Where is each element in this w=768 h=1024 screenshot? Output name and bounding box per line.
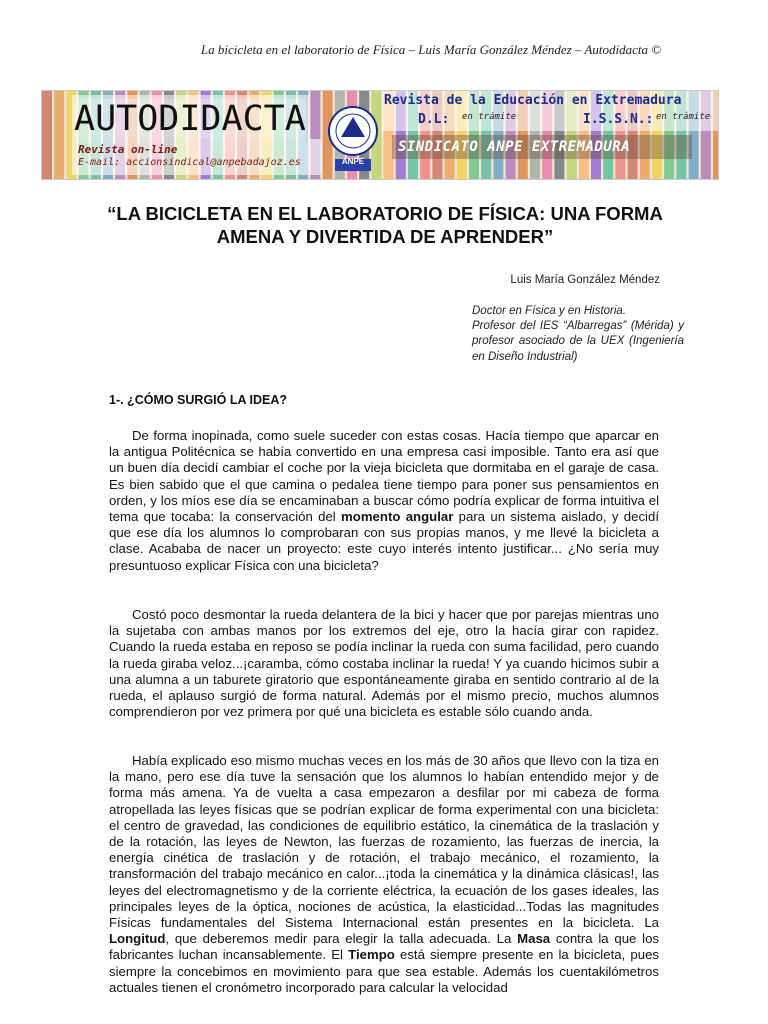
p3-text-b: , que deberemos medir para elegir la talla adecuada. La: [165, 931, 518, 947]
article-title: “LA BICICLETA EN EL LABORATORIO DE FÍSICA: UNA FORMA AMENA Y DIVERTIDA DE APRENDER”: [107, 203, 663, 247]
banner-email: E-mail: accionsindical@anpebadajoz.es: [78, 157, 301, 168]
banner-sindicato: SINDICATO ANPE EXTREMADURA: [398, 139, 631, 155]
author-name: Luis María González Méndez: [510, 274, 660, 286]
banner-subtitle: Revista on-line: [78, 143, 178, 156]
running-header: La bicicleta en el laboratorio de Física – Luis María González Méndez – Autodidacta ©: [200, 42, 662, 57]
p1-text-b: para un sistema aislado, y decidí que ese día los alumnos lo comprobaran con sus propias manos, y me llevé la bicicleta a clase. Acababa de nacer un proyecto: este cuyo interés intento justificar... ¿No sería muy presuntuoso explicar Física con una bicicleta?: [109, 509, 659, 573]
banner-revista: Revista de la Educación en Extremadura: [384, 93, 682, 108]
p3-text-a: Había explicado eso mismo muchas veces en los más de 30 años que llevo con la tiza en la mano, pero ese día tuve la sensación que los alumnos lo habían entendido mejor y de forma más amena. Ya de vuelta a casa empezaron a desfilar por mi cabeza de forma atropellada las leyes físicas que se podrían explicar de forma experimental con una bicicleta: el centro de gravedad, las condiciones de equilibrio estático, la cinemática de la traslación y de la rotación, las leyes de Newton, las fuerzas de rozamiento, las fuerzas de inercia, la energía cinética de traslación y de rotación, el trabajo mecánico, el rozamiento, la transformación del trabajo mecánico en calor...¡toda la cinemática y la dinámica clásicas!, las leyes del electromagnetismo y de la corriente eléctrica, la ecuación de los gases ideales, las principales leyes de la óptica, nociones de acústica, la elasticidad...Todas las magnitudes Físicas fundamentales del Sistema Internacional están presentes en la bicicleta. La: [109, 753, 659, 931]
p3-bold-tiempo: Tiempo: [348, 947, 395, 963]
section-heading: 1-. ¿CÓMO SURGIÓ LA IDEA?: [109, 393, 288, 407]
p3-text-c: contra la que los fabricantes luchan incansablemente. El: [109, 931, 659, 963]
banner-issn-value: en trámite: [656, 112, 711, 122]
author-affiliation: [472, 304, 684, 365]
pencil-stripe: [42, 91, 52, 179]
affiliation-line-1: Doctor en Física y en Historia.: [472, 305, 627, 317]
pencil-stripe: [54, 91, 64, 179]
p1-bold-term: momento angular: [341, 509, 454, 525]
p3-bold-longitud: Longitud: [109, 931, 166, 947]
affiliation-line-2: Profesor del IES “Albarregas” (Mérida) y profesor asociado de la UEX (Ingeniería en Diseño Industrial): [472, 320, 684, 363]
banner-issn-label: I.S.S.N.:: [583, 112, 654, 127]
seal-label: ANPE: [341, 157, 365, 166]
paragraph-1: [109, 428, 659, 574]
p3-text-d: está siempre presente en la bicicleta, pues siempre la concebimos en movimiento para que sea estable. Además los cuentakilómetros actuales tienen el cronómetro incorporado para calcular la velocidad: [109, 947, 659, 995]
banner-dl-value: en trámite: [462, 112, 517, 122]
paragraph-2: Costó poco desmontar la rueda delantera de la bici y hacer que por parejas mientras uno la sujetaba con ambas manos por los extremos del eje, otro la hacía girar con rapidez. Cuando la rueda estaba en reposo se podía inclinar la rueda con suma facilidad, pero cuando la rueda giraba veloz...¡caramba, cómo costaba inclinar la rueda! Y ya cuando hicimos subir a una alumna a un taburete giratorio que espontáneamente giraba en sentido contrario al de la rueda, el aplauso surgió de forma natural. Además por el mismo precio, muchos alumnos comprendieron por vez primera por qué una bicicleta es estable sólo cuando anda.: [109, 607, 659, 720]
p3-bold-masa: Masa: [517, 931, 551, 947]
paragraph-3: [109, 753, 659, 996]
magazine-banner: [41, 90, 719, 180]
banner-title: AUTODIDACTA: [74, 99, 306, 139]
banner-dl-label: D.L:: [418, 112, 450, 127]
p1-text-a: De forma inopinada, como suele suceder con estas cosas. Hacía tiempo que aparcar en la antigua Politécnica se había convertido en una empresa casi imposible. Tanto era así que un buen día decidí cambiar el coche por la vieja bicicleta que dormitaba en el garaje de casa. Es bien sabido que el que camina o pedalea tiene tiempo para poner sus pensamientos en orden, y los míos ese día se encaminaban a buscar cómo podría explicar de forma intuitiva el tema que tocaba: la conservación del: [109, 428, 659, 525]
